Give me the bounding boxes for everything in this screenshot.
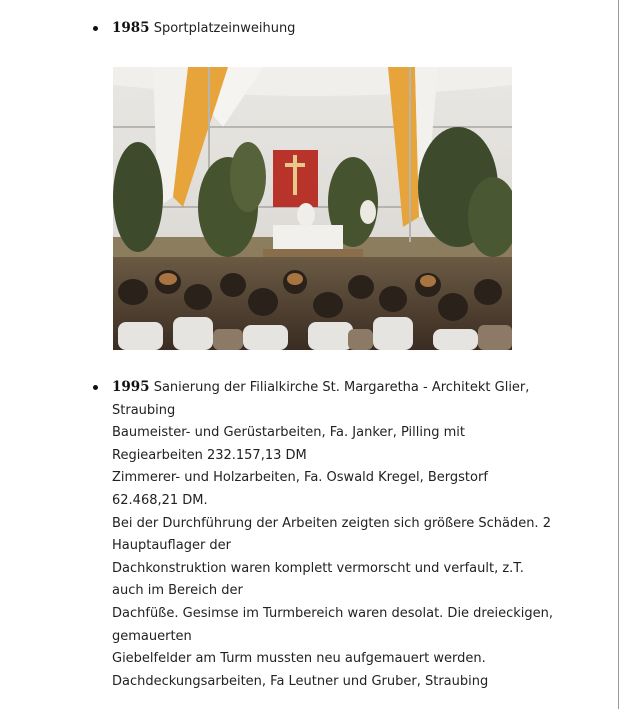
list-item-1985 [112,17,572,41]
entry-line: Bei der Durchführung der Arbeiten zeigten sich größere Schäden. 2 [112,515,551,531]
entry-line: 1995 Sanierung der Filialkirche St. Margaretha - Architekt Glier, [112,379,530,395]
entry-line: auch im Bereich der [112,583,243,599]
page-right-border [618,0,619,709]
sportplatz-photo [113,67,512,350]
entry-line: Giebelfelder am Turm mussten neu aufgemauert werden. [112,651,486,667]
list-item-1995 [112,376,572,693]
entry-line: Hauptauflager der [112,538,232,554]
entry-line: Straubing [112,402,176,418]
entry-line: Dachdeckungsarbeiten, Fa Leutner und Gruber, Straubing [112,673,489,689]
entry-line: gemauerten [112,628,192,644]
year-label: 1985 [112,20,150,36]
entry-line: Baumeister- und Gerüstarbeiten, Fa. Janker, Pilling mit [112,425,465,441]
entry-line: Dachfüße. Gesimse im Turmbereich waren desolat. Die dreieckigen, [112,605,554,621]
entry-line: Dachkonstruktion waren komplett vermorscht und verfault, z.T. [112,560,524,576]
entry-line: Regiearbeiten 232.157,13 DM [112,447,307,463]
entry-line: Zimmerer- und Holzarbeiten, Fa. Oswald Kregel, Bergstorf [112,470,488,486]
bullet-icon [93,385,98,390]
bullet-icon [93,26,98,31]
entry-text: Sportplatzeinweihung [153,21,296,36]
year-label: 1995 [112,379,150,395]
entry-line: 62.468,21 DM. [112,492,208,508]
